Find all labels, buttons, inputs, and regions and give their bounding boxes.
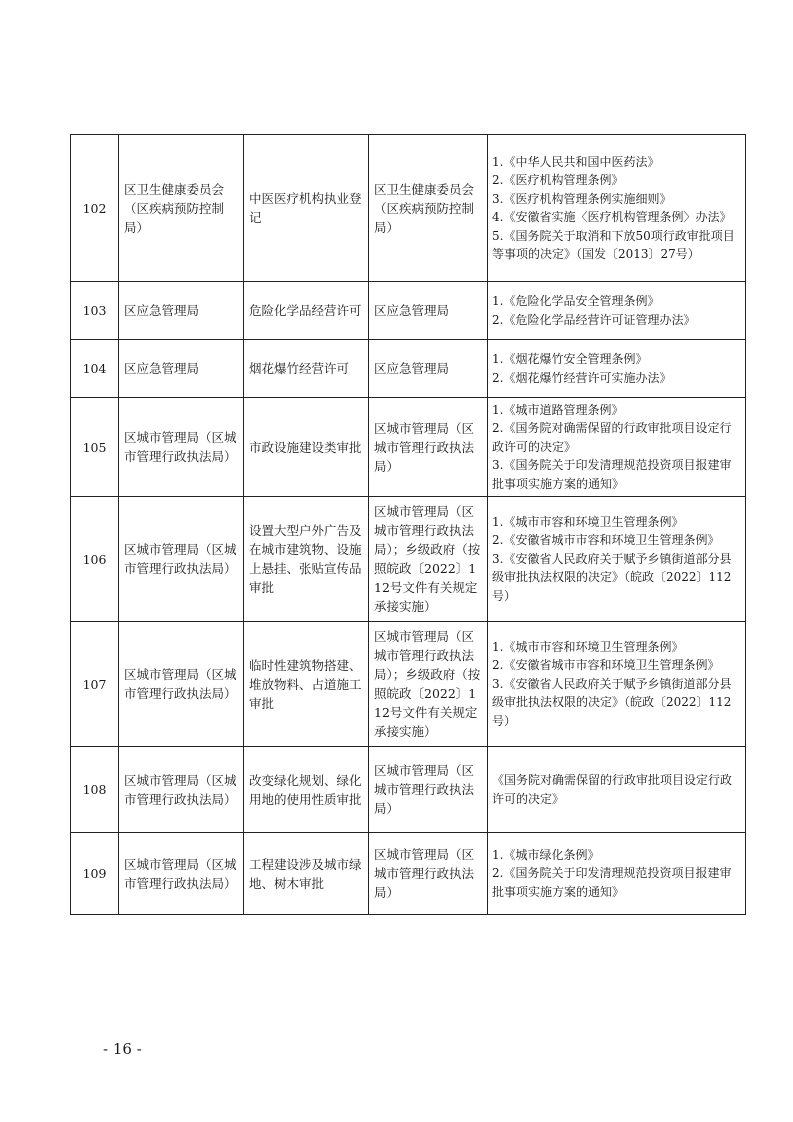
table-row	[71, 282, 746, 340]
row-number: 104	[71, 340, 119, 398]
legal-basis-line: 2.《国务院关于印发清理规范投资项目报建审批事项实施方案的通知》	[492, 866, 732, 899]
legal-basis-line: 2.《危险化学品经营许可证管理办法》	[492, 312, 696, 327]
legal-basis-cell	[488, 135, 746, 282]
legal-basis-line: 1.《城市道路管理条例》	[492, 402, 624, 417]
row-number: 109	[71, 833, 119, 915]
row-number: 103	[71, 282, 119, 340]
table-row	[71, 833, 746, 915]
department-cell: 区卫生健康委员会（区疾病预防控制局）	[119, 135, 244, 282]
legal-basis-line: 2.《烟花爆竹经营许可实施办法》	[492, 370, 672, 385]
table-row	[71, 398, 746, 497]
department-cell: 区应急管理局	[119, 282, 244, 340]
table-row	[71, 497, 746, 622]
department-cell: 区城市管理局（区城市管理行政执法局）	[119, 833, 244, 915]
item-name-cell: 中医医疗机构执业登记	[244, 135, 369, 282]
legal-basis-cell	[488, 833, 746, 915]
department-cell: 区城市管理局（区城市管理行政执法局）	[119, 622, 244, 747]
legal-basis-line: 2.《安徽省城市市容和环境卫生管理条例》	[492, 533, 720, 548]
implementing-body-cell: 区城市管理局（区城市管理行政执法局）；乡级政府（按照皖政〔2022〕112号文件有关规定承接实施）	[369, 497, 488, 622]
legal-basis-cell	[488, 747, 746, 833]
legal-basis-line: 3.《安徽省人民政府关于赋予乡镇街道部分县级审批执法权限的决定》（皖政〔2022〕112号）	[492, 676, 732, 728]
legal-basis-line: 1.《城市市容和环境卫生管理条例》	[492, 639, 684, 654]
table-row	[71, 340, 746, 398]
implementing-body-cell: 区城市管理局（区城市管理行政执法局）	[369, 833, 488, 915]
table-row	[71, 622, 746, 747]
legal-basis-cell	[488, 282, 746, 340]
legal-basis-line: 《国务院对确需保留的行政审批项目设定行政许可的决定》	[492, 773, 733, 806]
legal-basis-line: 1.《中华人民共和国中医药法》	[492, 154, 660, 169]
legal-basis-cell	[488, 622, 746, 747]
legal-basis-line: 4.《安徽省实施〈医疗机构管理条例〉办法》	[492, 210, 732, 224]
legal-basis-line: 3.《安徽省人民政府关于赋予乡镇街道部分县级审批执法权限的决定》（皖政〔2022〕112号）	[492, 551, 732, 603]
implementing-body-cell: 区应急管理局	[369, 282, 488, 340]
row-number: 105	[71, 398, 119, 497]
row-number: 102	[71, 135, 119, 282]
approval-items-table	[70, 134, 746, 915]
legal-basis-line: 1.《危险化学品安全管理条例》	[492, 294, 660, 308]
legal-basis-cell	[488, 497, 746, 622]
item-name-cell: 市政设施建设类审批	[244, 398, 369, 497]
row-number: 107	[71, 622, 119, 747]
implementing-body-cell: 区城市管理局（区城市管理行政执法局）；乡级政府（按照皖政〔2022〕112号文件有关规定承接实施）	[369, 622, 488, 747]
table-row	[71, 747, 746, 833]
department-cell: 区应急管理局	[119, 340, 244, 398]
legal-basis-line: 1.《烟花爆竹安全管理条例》	[492, 352, 648, 366]
item-name-cell: 设置大型户外广告及在城市建筑物、设施上悬挂、张贴宣传品审批	[244, 497, 369, 622]
legal-basis-line: 5.《国务院关于取消和下放50项行政审批项目等事项的决定》（国发〔2013〕27号）	[492, 228, 735, 261]
legal-basis-line: 3.《医疗机构管理条例实施细则》	[492, 191, 672, 206]
legal-basis-line: 2.《安徽省城市市容和环境卫生管理条例》	[492, 658, 720, 673]
item-name-cell: 工程建设涉及城市绿地、树木审批	[244, 833, 369, 915]
legal-basis-line: 2.《国务院对确需保留的行政审批项目设定行政许可的决定》	[492, 421, 732, 454]
legal-basis-line: 3.《国务院关于印发清理规范投资项目报建审批事项实施方案的通知》	[492, 458, 732, 491]
legal-basis-line: 2.《医疗机构管理条例》	[492, 173, 624, 187]
legal-basis-line: 1.《城市市容和环境卫生管理条例》	[492, 514, 684, 529]
item-name-cell: 危险化学品经营许可	[244, 282, 369, 340]
department-cell: 区城市管理局（区城市管理行政执法局）	[119, 398, 244, 497]
legal-basis-line: 1.《城市绿化条例》	[492, 847, 600, 862]
department-cell: 区城市管理局（区城市管理行政执法局）	[119, 497, 244, 622]
page-number: - 16 -	[103, 1040, 142, 1058]
implementing-body-cell: 区应急管理局	[369, 340, 488, 398]
department-cell: 区城市管理局（区城市管理行政执法局）	[119, 747, 244, 833]
implementing-body-cell: 区卫生健康委员会（区疾病预防控制局）	[369, 135, 488, 282]
table-row	[71, 135, 746, 282]
implementing-body-cell: 区城市管理局（区城市管理行政执法局）	[369, 747, 488, 833]
legal-basis-cell	[488, 340, 746, 398]
item-name-cell: 临时性建筑物搭建、堆放物料、占道施工审批	[244, 622, 369, 747]
row-number: 108	[71, 747, 119, 833]
row-number: 106	[71, 497, 119, 622]
item-name-cell: 改变绿化规划、绿化用地的使用性质审批	[244, 747, 369, 833]
legal-basis-cell	[488, 398, 746, 497]
item-name-cell: 烟花爆竹经营许可	[244, 340, 369, 398]
implementing-body-cell: 区城市管理局（区城市管理行政执法局）	[369, 398, 488, 497]
